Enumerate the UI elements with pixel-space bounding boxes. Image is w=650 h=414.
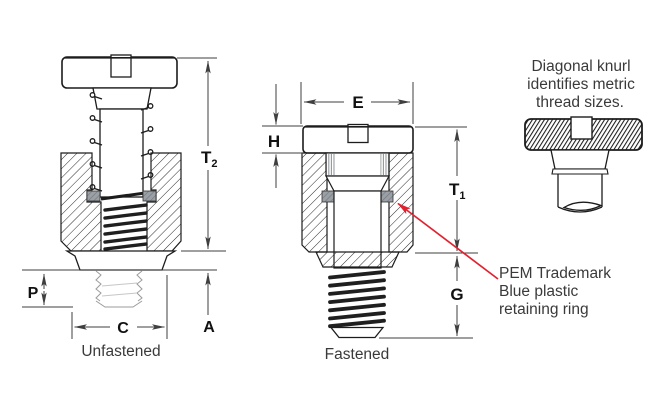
driver-slot: [571, 117, 592, 139]
knurl-detail-view: [525, 117, 642, 212]
dimension-label-t1: $T_1$: [449, 180, 466, 202]
pem-note-line: Blue plastic: [499, 283, 579, 300]
knurl-note-line: identifies metric: [527, 76, 635, 93]
serrated-collar: [326, 153, 389, 176]
screw-shank: [93, 88, 151, 199]
panel-section: [302, 153, 413, 268]
dimension-e: [301, 82, 413, 124]
unfastened-view: [61, 55, 181, 307]
dimension-label-p: P: [27, 285, 39, 302]
dimension-label-e: E: [352, 93, 364, 112]
pem-note: [499, 265, 611, 318]
knurl-note-line: thread sizes.: [536, 94, 624, 111]
knurl-note: [527, 58, 635, 111]
dimension-t2: [177, 58, 226, 251]
pem-note-line: PEM Trademark: [499, 265, 611, 282]
dimension-h: [262, 84, 303, 188]
knurled-head: [303, 125, 413, 154]
dimension-t1: [415, 127, 478, 253]
retaining-ring-right: [143, 191, 156, 201]
pem-note-line: retaining ring: [499, 301, 589, 318]
knurl-note-line: Diagonal knurl: [531, 58, 631, 75]
dimension-p: [22, 274, 73, 307]
caption-fastened: Fastened: [324, 346, 390, 363]
stud-threads: [330, 272, 384, 338]
dimension-label-h: H: [267, 132, 281, 151]
internal-threads: [105, 205, 146, 249]
dimension-label-g: G: [450, 285, 464, 304]
retaining-ring-left: [87, 191, 100, 201]
dimension-label-a: A: [203, 319, 215, 336]
flange: [316, 252, 399, 267]
dimension-g: [379, 256, 473, 338]
dimension-label-c: C: [117, 320, 129, 337]
fastened-view: [302, 125, 413, 338]
flange: [67, 251, 175, 270]
caption-unfastened: Unfastened: [81, 343, 161, 360]
dimension-label-t2: $T_2$: [201, 148, 218, 170]
knurled-head: [62, 55, 177, 88]
stud-tip: [331, 328, 383, 338]
stud-unengaged: [96, 271, 142, 307]
